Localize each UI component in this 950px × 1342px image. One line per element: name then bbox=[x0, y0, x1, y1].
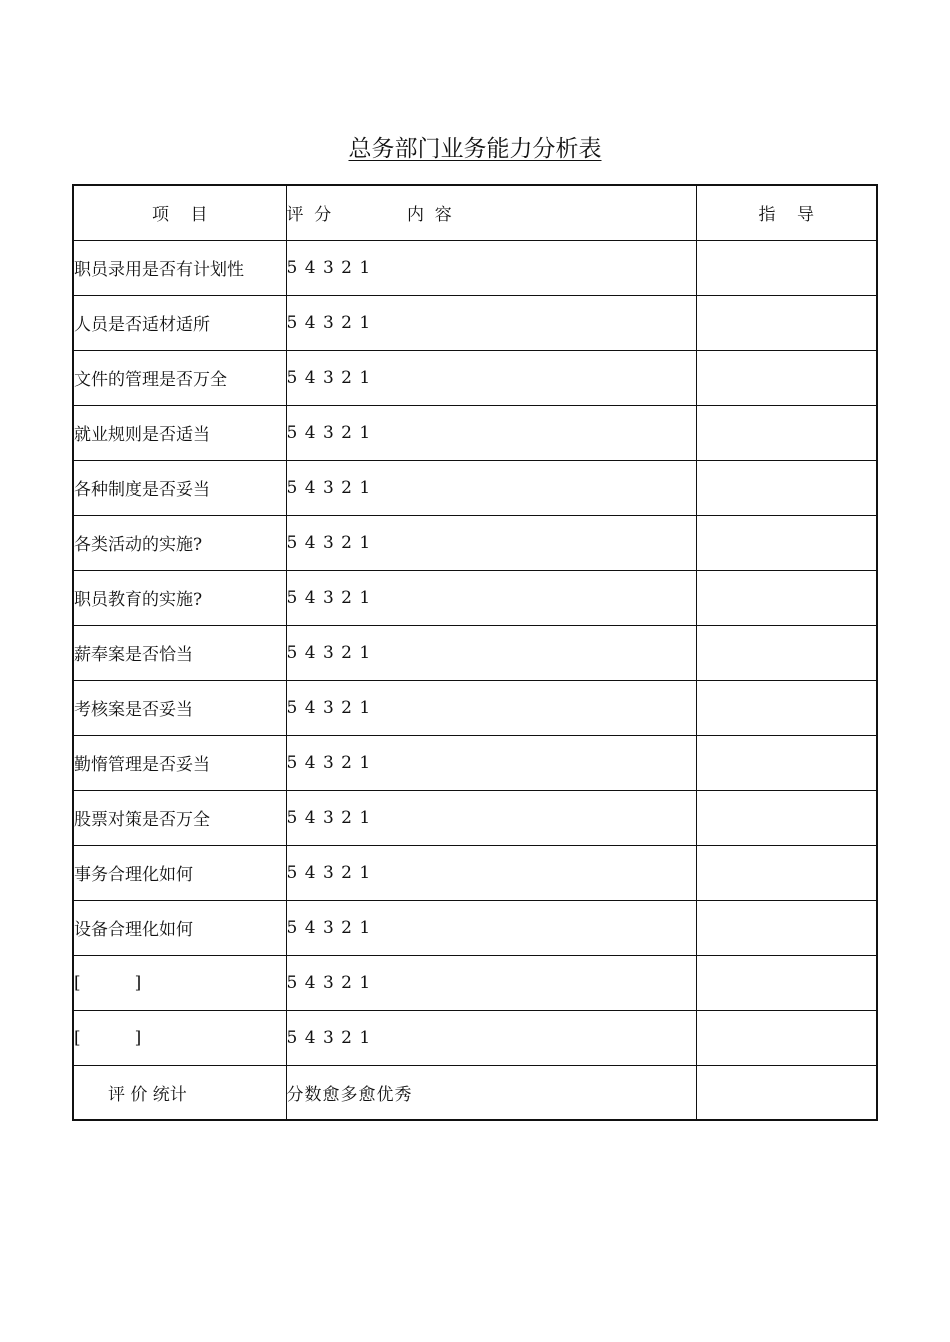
table-row bbox=[73, 790, 877, 845]
row-score-cell: 5 4 3 2 1 bbox=[286, 240, 696, 295]
row-item-cell: 职员教育的实施? bbox=[73, 570, 286, 625]
summary-row bbox=[73, 1065, 877, 1120]
row-item-cell: 股票对策是否万全 bbox=[73, 790, 286, 845]
row-item-cell: 设备合理化如何 bbox=[73, 900, 286, 955]
row-item-cell: 就业规则是否适当 bbox=[73, 405, 286, 460]
row-item-cell-blank[interactable]: [ ] bbox=[73, 955, 286, 1010]
row-score-cell: 5 4 3 2 1 bbox=[286, 735, 696, 790]
row-item-cell-blank[interactable]: [ ] bbox=[73, 1010, 286, 1065]
table-row bbox=[73, 735, 877, 790]
row-guide-cell[interactable] bbox=[696, 845, 877, 900]
row-guide-cell[interactable] bbox=[696, 240, 877, 295]
row-item-cell: 薪奉案是否恰当 bbox=[73, 625, 286, 680]
row-score-cell: 5 4 3 2 1 bbox=[286, 405, 696, 460]
row-guide-cell[interactable] bbox=[696, 570, 877, 625]
table-header-row bbox=[73, 185, 877, 240]
row-score-cell: 5 4 3 2 1 bbox=[286, 295, 696, 350]
row-guide-cell[interactable] bbox=[696, 900, 877, 955]
table-row bbox=[73, 515, 877, 570]
row-item-cell: 各类活动的实施? bbox=[73, 515, 286, 570]
page-title bbox=[0, 132, 950, 166]
row-guide-cell[interactable] bbox=[696, 680, 877, 735]
summary-item-cell: 评 价 统计 bbox=[73, 1065, 286, 1120]
table-row bbox=[73, 405, 877, 460]
table-row bbox=[73, 625, 877, 680]
row-score-cell: 5 4 3 2 1 bbox=[286, 1010, 696, 1065]
row-guide-cell[interactable] bbox=[696, 295, 877, 350]
row-guide-cell[interactable] bbox=[696, 735, 877, 790]
row-guide-cell[interactable] bbox=[696, 515, 877, 570]
analysis-table bbox=[72, 184, 878, 1121]
row-guide-cell[interactable] bbox=[696, 955, 877, 1010]
row-item-cell: 职员录用是否有计划性 bbox=[73, 240, 286, 295]
table-row bbox=[73, 295, 877, 350]
row-score-cell: 5 4 3 2 1 bbox=[286, 350, 696, 405]
row-score-cell: 5 4 3 2 1 bbox=[286, 680, 696, 735]
row-score-cell: 5 4 3 2 1 bbox=[286, 625, 696, 680]
summary-guide-cell[interactable] bbox=[696, 1065, 877, 1120]
column-header-item: 项 目 bbox=[73, 185, 286, 240]
row-guide-cell[interactable] bbox=[696, 405, 877, 460]
row-item-cell: 勤惰管理是否妥当 bbox=[73, 735, 286, 790]
table-row bbox=[73, 240, 877, 295]
row-score-cell: 5 4 3 2 1 bbox=[286, 515, 696, 570]
table-row bbox=[73, 680, 877, 735]
row-item-cell: 考核案是否妥当 bbox=[73, 680, 286, 735]
table-row bbox=[73, 1010, 877, 1065]
row-guide-cell[interactable] bbox=[696, 625, 877, 680]
table-row bbox=[73, 900, 877, 955]
table-row bbox=[73, 955, 877, 1010]
row-item-cell: 各种制度是否妥当 bbox=[73, 460, 286, 515]
row-score-cell: 5 4 3 2 1 bbox=[286, 845, 696, 900]
row-guide-cell[interactable] bbox=[696, 790, 877, 845]
table-row bbox=[73, 845, 877, 900]
row-guide-cell[interactable] bbox=[696, 350, 877, 405]
row-guide-cell[interactable] bbox=[696, 460, 877, 515]
row-score-cell: 5 4 3 2 1 bbox=[286, 460, 696, 515]
row-item-cell: 文件的管理是否万全 bbox=[73, 350, 286, 405]
summary-score-cell: 分数愈多愈优秀 bbox=[286, 1065, 696, 1120]
table-row bbox=[73, 460, 877, 515]
row-score-cell: 5 4 3 2 1 bbox=[286, 570, 696, 625]
row-score-cell: 5 4 3 2 1 bbox=[286, 790, 696, 845]
table-row bbox=[73, 570, 877, 625]
column-header-guide: 指 导 bbox=[696, 185, 877, 240]
row-guide-cell[interactable] bbox=[696, 1010, 877, 1065]
row-score-cell: 5 4 3 2 1 bbox=[286, 955, 696, 1010]
page-title-text: 总务部门业务能力分析表 bbox=[348, 136, 602, 162]
row-item-cell: 事务合理化如何 bbox=[73, 845, 286, 900]
column-header-score-content: 评 分 内 容 bbox=[286, 185, 696, 240]
row-score-cell: 5 4 3 2 1 bbox=[286, 900, 696, 955]
table-row bbox=[73, 350, 877, 405]
row-item-cell: 人员是否适材适所 bbox=[73, 295, 286, 350]
